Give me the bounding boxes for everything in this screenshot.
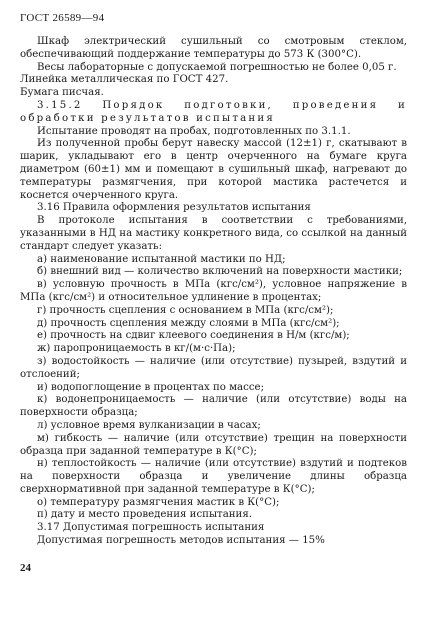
running-header: ГОСТ 26589—94 — [20, 12, 105, 24]
list-item: б) внешний вид — количество включений на поверхности мастики; — [37, 266, 403, 278]
page-number: 24 — [20, 562, 31, 574]
paragraph: Линейка металлическая по ГОСТ 427. — [20, 74, 229, 86]
list-item: н) теплостойкость — наличие (или отсутствие) вздутий и подтеков на поверхности образца и увеличение длины образца сверхнормативной при заданной температуре в К(°С); — [20, 458, 407, 495]
list-item: к) водонепроницаемость — наличие (или отсутствие) воды на поверхности образца; — [20, 394, 407, 419]
list-item: г) прочность сцепления с основанием в МПа (кгс/см²); — [37, 304, 334, 316]
section-heading: 3.16 Правила оформления результатов испытания — [37, 202, 311, 214]
paragraph: Бумага писчая. — [20, 87, 104, 99]
document-body — [20, 36, 407, 548]
list-item: в) условную прочность в МПа (кгс/см²), условное напряжение в МПа (кгс/см²) и относительное удлинение в процентах; — [20, 279, 407, 303]
list-item: з) водостойкость — наличие (или отсутствие) пузырей, вздутий и отслоений; — [20, 355, 407, 380]
list-item: л) условное время вулканизации в часах; — [37, 419, 261, 431]
paragraph: Из полученной пробы берут навеску массой (12±1) г, скатывают в шарик, укладывают его в центр очерченного на бумаге круга диаметром (60±1) мм и помещают в сушильный шкаф, нагревают до температуры размягчения, при которой мастика растечется и коснется очерченного круга. — [20, 138, 407, 201]
list-item: а) наименование испытанной мастики по НД; — [37, 253, 286, 265]
paragraph: Испытание проводят на пробах, подготовленных по 3.1.1. — [37, 125, 351, 137]
list-item: п) дату и место проведения испытания. — [37, 509, 253, 521]
paragraph: Весы лабораторные с допускаемой погрешностью не более 0,05 г. — [37, 61, 397, 73]
paragraph: Допустимая погрешность методов испытания — 15% — [37, 535, 325, 547]
list-item: е) прочность на сдвиг клеевого соединения в Н/м (кгс/м); — [37, 330, 350, 342]
list-item: о) температуру размягчения мастик в К(°С); — [37, 496, 280, 508]
list-item: и) водопоглощение в процентах по массе; — [37, 381, 265, 393]
section-heading: 3.15.2 Порядок подготовки, проведения и обработки результатов испытания — [20, 99, 407, 124]
list-item: д) прочность сцепления между слоями в МПа (кгс/см²); — [37, 317, 340, 329]
list-item: ж) паропроницаемость в кг/(м·с·Па); — [37, 343, 236, 355]
section-heading: 3.17 Допустимая погрешность испытания — [37, 522, 265, 534]
paragraph: В протоколе испытания в соответствии с требованиями, указанными в НД на мастику конкретного вида, со ссылкой на данный стандарт следует указать: — [20, 215, 407, 252]
paragraph: Шкаф электрический сушильный со смотровым стеклом, обеспечивающий поддержание температуры до 573 К (300°С). — [20, 36, 407, 60]
list-item: м) гибкость — наличие (или отсутствие) трещин на поверхности образца при заданной температуре в К(°С); — [20, 432, 407, 457]
